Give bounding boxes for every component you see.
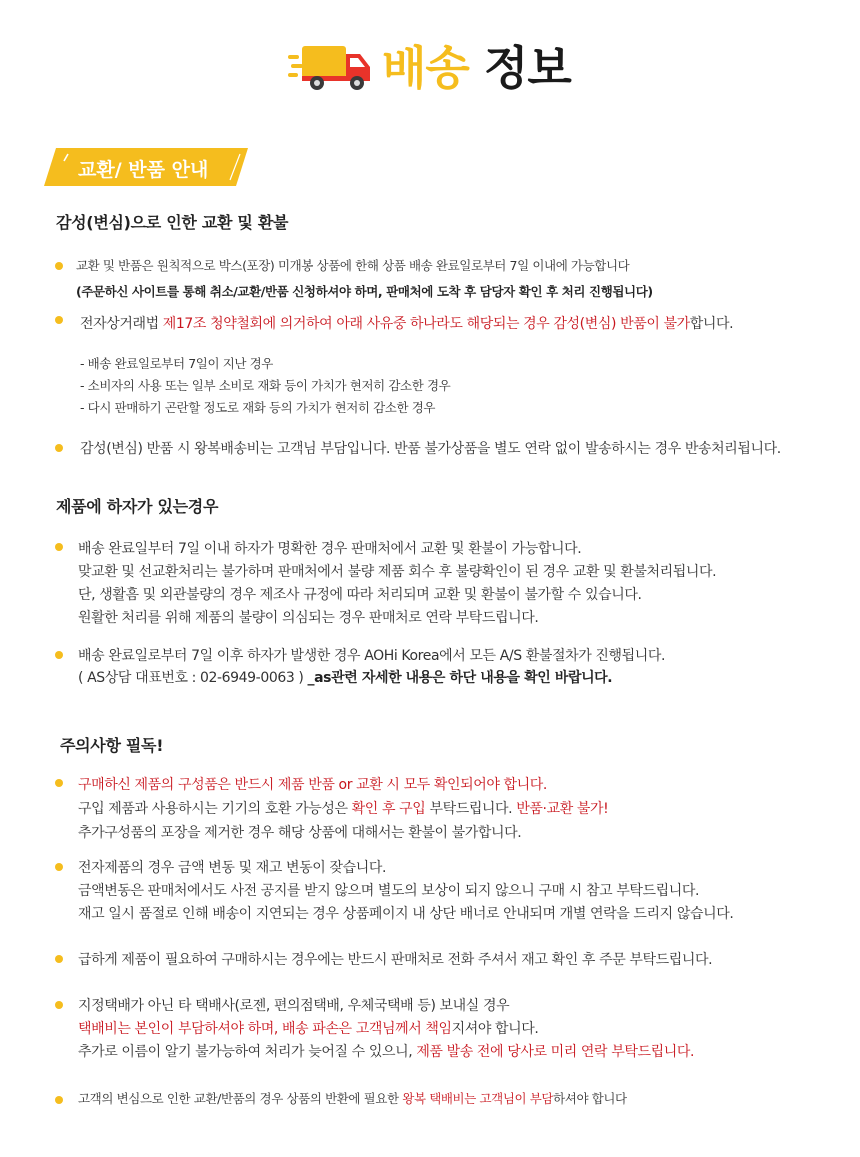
s3-b4-post: 지셔야 합니다. bbox=[451, 1021, 539, 1037]
s3-bullet2-line: 재고 일시 품절로 인해 배송이 지연되는 경우 상품페이지 내 상단 배너로 안내되며 개별 연락을 드리지 않습니다. bbox=[78, 906, 734, 922]
s3-bullet4-line1: 지정택배가 아닌 타 택배사(로젠, 편의점택배, 우체국택배 등) 보내실 경우 bbox=[78, 998, 510, 1014]
s3-b1-red1: 확인 후 구입 bbox=[351, 801, 426, 817]
bullet-dot bbox=[55, 262, 63, 270]
s1-bullet1-text: 교환 및 반품은 원칙적으로 박스(포장) 미개봉 상품에 한해 상품 배송 완료일로부터 7일 이내에 가능합니다 bbox=[76, 258, 630, 273]
s1-sub-item: - 다시 판매하기 곤란할 정도로 재화 등의 가치가 현저히 감소한 경우 bbox=[80, 400, 436, 415]
bullet-dot bbox=[55, 651, 63, 659]
page-title-rest: 정보 bbox=[483, 41, 571, 95]
s2-bullet1-line: 배송 완료일부터 7일 이내 하자가 명확한 경우 판매처에서 교환 및 환불이 가능합니다. bbox=[78, 541, 582, 557]
s3-bullet1-line1: 구매하신 제품의 구성품은 반드시 제품 반품 or 교환 시 모두 확인되어야 합니다. bbox=[78, 777, 547, 793]
s1-bullet2-text bbox=[80, 313, 733, 333]
section-heading-defect: 제품에 하자가 있는경우 bbox=[56, 497, 219, 516]
s3-b1-red2: 반품·교환 불가! bbox=[516, 801, 609, 817]
s3-b1-mid: 부탁드립니다. bbox=[425, 801, 517, 817]
section-heading-change-of-mind: 감성(변심)으로 인한 교환 및 환불 bbox=[56, 213, 289, 232]
s1-bullet3-text: 감성(변심) 반품 시 왕복배송비는 고객님 부담입니다. 반품 불가상품을 별도 연락 없이 발송하시는 경우 반송처리됩니다. bbox=[80, 441, 781, 457]
s3-bullet2-line: 전자제품의 경우 금액 변동 및 재고 변동이 잦습니다. bbox=[78, 860, 387, 876]
s2-bullet1-line: 원활한 처리를 위해 제품의 불량이 의심되는 경우 판매처로 연락 부탁드립니다. bbox=[78, 610, 539, 626]
bullet-dot bbox=[55, 779, 63, 787]
s3-bullet1-line2 bbox=[78, 798, 608, 818]
s3-bullet4-line2 bbox=[78, 1018, 538, 1038]
section-heading-caution: 주의사항 필독! bbox=[60, 736, 164, 755]
exchange-return-badge bbox=[44, 148, 248, 186]
s1-sub-item: - 배송 완료일로부터 7일이 지난 경우 bbox=[80, 356, 273, 371]
badge-label: 교환/ 반품 안내 bbox=[78, 159, 209, 181]
page-title-highlight: 배송 bbox=[382, 41, 469, 95]
s1-bullet2-post: 합니다. bbox=[689, 316, 734, 332]
s3-bullet3-text: 급하게 제품이 필요하여 구매하시는 경우에는 반드시 판매처로 전화 주셔서 재고 확인 후 주문 부탁드립니다. bbox=[78, 952, 713, 968]
page-header bbox=[0, 30, 860, 100]
bullet-dot bbox=[55, 863, 63, 871]
s3-b5-pre: 고객의 변심으로 인한 교환/반품의 경우 상품의 반환에 필요한 bbox=[78, 1091, 403, 1106]
bullet-dot bbox=[55, 444, 63, 452]
s3-b1-pre: 구입 제품과 사용하시는 기기의 호환 가능성은 bbox=[78, 801, 352, 817]
s2-bullet2-line2 bbox=[78, 667, 612, 687]
s3-b4-l3-red: 제품 발송 전에 당사로 미리 연락 부탁드립니다. bbox=[416, 1044, 695, 1060]
s3-b4-l3-pre: 추가로 이름이 알기 불가능하여 처리가 늦어질 수 있으니, bbox=[78, 1044, 417, 1060]
s1-bullet2-pre: 전자상거래법 bbox=[80, 316, 163, 332]
bullet-dot bbox=[55, 316, 63, 324]
bullet-dot bbox=[55, 1001, 63, 1009]
as-phone-text: ( AS상담 대표번호 : 02-6949-0063 ) bbox=[78, 670, 308, 686]
s1-bullet1-note: (주문하신 사이트를 통해 취소/교환/반품 신청하셔야 하며, 판매처에 도착 후 담당자 확인 후 처리 진행됩니다) bbox=[76, 284, 653, 299]
s2-bullet1-line: 단, 생활흠 및 외관불량의 경우 제조사 규정에 따라 처리되며 교환 및 환불이 불가할 수 있습니다. bbox=[78, 587, 642, 603]
delivery-truck-icon bbox=[288, 42, 372, 92]
page-title bbox=[382, 32, 571, 98]
s1-sub-item: - 소비자의 사용 또는 일부 소비로 재화 등이 가치가 현저히 감소한 경우 bbox=[80, 378, 451, 393]
s2-bullet1-line: 맞교환 및 선교환처리는 불가하며 판매처에서 불량 제품 회수 후 불량확인이 된 경우 교환 및 환불처리됩니다. bbox=[78, 564, 717, 580]
s3-bullet2-line: 금액변동은 판매처에서도 사전 공지를 받지 않으며 별도의 보상이 되지 않으니 구매 시 참고 부탁드립니다. bbox=[78, 883, 700, 899]
bullet-dot bbox=[55, 1096, 63, 1104]
s2-bullet2-line1: 배송 완료일로부터 7일 이후 하자가 발생한 경우 AOHi Korea에서 모든 A/S 환불절차가 진행됩니다. bbox=[78, 648, 666, 664]
s1-bullet2-red: 제17조 청약철회에 의거하여 아래 사유중 하나라도 해당되는 경우 감성(변심) 반품이 불가 bbox=[162, 316, 690, 332]
bullet-dot bbox=[55, 955, 63, 963]
as-detail-note: _as관련 자세한 내용은 하단 내용을 확인 바랍니다. bbox=[307, 670, 613, 686]
s3-bullet1-line3: 추가구성품의 포장을 제거한 경우 해당 상품에 대해서는 환불이 불가합니다. bbox=[78, 825, 522, 841]
s3-bullet5-text bbox=[78, 1089, 627, 1107]
bullet-dot bbox=[55, 543, 63, 551]
s3-b4-red1: 택배비는 본인이 부담하셔야 하며, 배송 파손은 고객님께서 책임 bbox=[78, 1021, 452, 1037]
s3-b5-red: 왕복 택배비는 고객님이 부담 bbox=[402, 1091, 554, 1106]
s3-b5-post: 하셔야 합니다 bbox=[553, 1091, 627, 1106]
s3-bullet4-line3 bbox=[78, 1041, 694, 1061]
